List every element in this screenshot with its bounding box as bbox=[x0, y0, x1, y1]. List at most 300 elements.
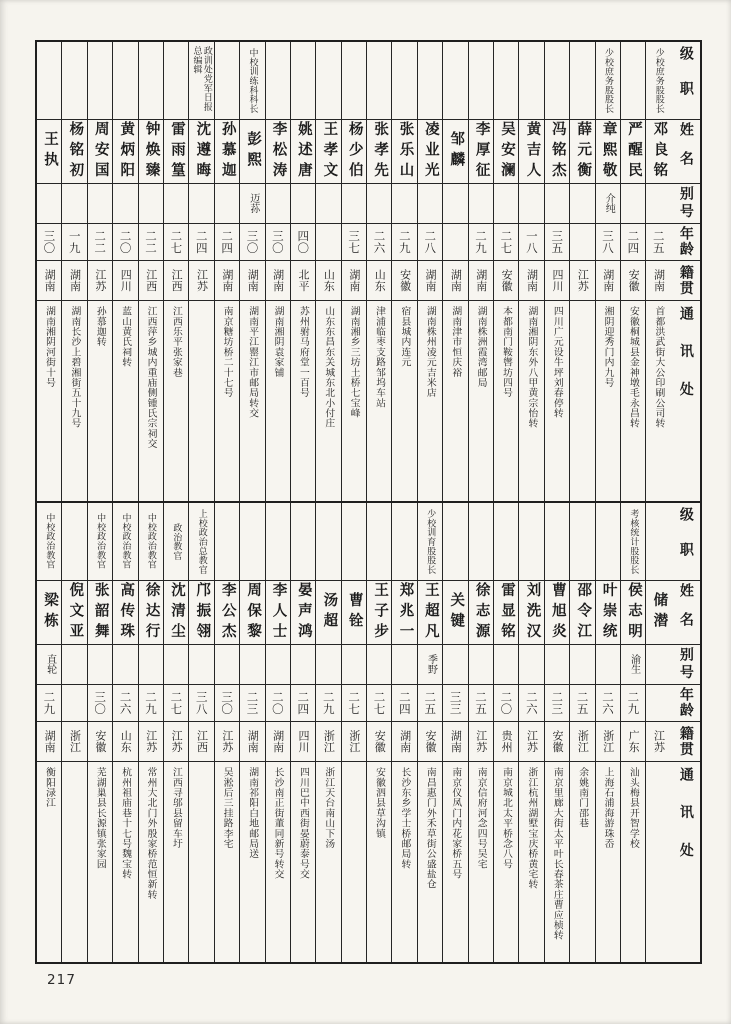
name-text: 严醒民 bbox=[626, 120, 642, 183]
header-age-text: 年龄 bbox=[677, 687, 694, 719]
rank-cell bbox=[570, 42, 594, 119]
alias-cell bbox=[621, 644, 645, 684]
name-text: 薛元衡 bbox=[575, 120, 592, 183]
person-column bbox=[544, 503, 569, 962]
origin-text: 安徽 bbox=[500, 269, 514, 292]
age-cell bbox=[62, 684, 86, 721]
name-text: 梁栋 bbox=[42, 591, 59, 634]
alias-text: 渝生 bbox=[628, 654, 640, 675]
address-cell bbox=[367, 300, 391, 501]
alias-cell bbox=[418, 644, 442, 684]
origin-cell bbox=[570, 721, 594, 761]
origin-cell bbox=[266, 260, 290, 300]
age-cell bbox=[519, 223, 543, 260]
rank-cell bbox=[621, 42, 645, 119]
name-text: 杨铭初 bbox=[67, 120, 84, 183]
name-text: 冯铭杰 bbox=[549, 120, 566, 183]
header-name-cell bbox=[671, 119, 700, 183]
origin-text: 山东 bbox=[373, 269, 387, 292]
rank-cell bbox=[37, 503, 61, 580]
person-column bbox=[620, 42, 645, 501]
origin-cell bbox=[596, 260, 620, 300]
address-text: 湖南湘阴袁家铺 bbox=[272, 306, 284, 378]
address-text: 芜湖巢县长源镇张家园 bbox=[94, 767, 106, 869]
age-cell bbox=[494, 223, 518, 260]
alias-cell bbox=[646, 183, 670, 223]
header-origin-cell bbox=[671, 260, 700, 300]
address-cell bbox=[88, 300, 112, 501]
header-rank-text: 级职 bbox=[677, 45, 694, 116]
rank-text: 中校政治教官 bbox=[120, 513, 131, 570]
name-cell bbox=[392, 119, 416, 183]
name-text: 雷显铭 bbox=[499, 581, 516, 644]
header-alias-cell bbox=[671, 644, 700, 684]
alias-text: 直轮 bbox=[44, 654, 56, 675]
person-column bbox=[366, 42, 391, 501]
alias-cell bbox=[596, 183, 620, 223]
name-text: 凌业光 bbox=[422, 120, 439, 183]
origin-text: 浙江 bbox=[576, 730, 590, 753]
rank-cell bbox=[519, 42, 543, 119]
address-cell bbox=[189, 300, 213, 501]
origin-cell bbox=[113, 260, 137, 300]
origin-cell bbox=[88, 260, 112, 300]
origin-text: 浙江 bbox=[68, 730, 82, 753]
rank-cell bbox=[367, 42, 391, 119]
address-text: 浙江杭州湖墅宝庆桥黄宅转 bbox=[526, 767, 538, 890]
age-text: 二〇 bbox=[270, 691, 285, 715]
name-text: 黄吉人 bbox=[524, 120, 541, 183]
alias-cell bbox=[189, 644, 213, 684]
name-cell bbox=[62, 580, 86, 644]
person-column bbox=[239, 503, 264, 962]
address-cell bbox=[62, 300, 86, 501]
rank-cell bbox=[291, 42, 315, 119]
address-cell bbox=[291, 761, 315, 962]
age-text: 二六 bbox=[600, 691, 615, 715]
rank-cell bbox=[443, 503, 467, 580]
address-cell bbox=[443, 761, 467, 962]
alias-cell bbox=[570, 183, 594, 223]
origin-cell bbox=[113, 721, 137, 761]
name-text: 李公杰 bbox=[219, 581, 236, 644]
person-column bbox=[315, 42, 340, 501]
name-text: 高传珠 bbox=[118, 581, 135, 644]
name-cell bbox=[443, 119, 467, 183]
alias-text: 介纯 bbox=[603, 193, 615, 214]
name-cell bbox=[469, 580, 493, 644]
person-column bbox=[468, 503, 493, 962]
address-cell bbox=[392, 300, 416, 501]
age-cell bbox=[621, 684, 645, 721]
name-cell bbox=[316, 580, 340, 644]
address-text: 湖南祁阳白地邮局送 bbox=[247, 767, 259, 859]
address-text: 南京仪凤门内花家桥五号 bbox=[450, 767, 462, 880]
origin-text: 湖南 bbox=[271, 269, 285, 292]
name-text: 倪文亚 bbox=[67, 581, 84, 644]
age-cell bbox=[367, 223, 391, 260]
name-cell bbox=[266, 580, 290, 644]
rank-cell bbox=[37, 42, 61, 119]
age-cell bbox=[189, 223, 213, 260]
rank-cell bbox=[189, 42, 213, 119]
name-cell bbox=[646, 119, 670, 183]
rank-cell bbox=[342, 42, 366, 119]
origin-text: 江苏 bbox=[93, 269, 107, 292]
person-column bbox=[341, 42, 366, 501]
origin-text: 浙江 bbox=[601, 730, 615, 753]
origin-text: 湖南 bbox=[220, 269, 234, 292]
name-cell bbox=[570, 119, 594, 183]
address-cell bbox=[62, 761, 86, 962]
origin-cell bbox=[342, 721, 366, 761]
rank-cell bbox=[596, 503, 620, 580]
age-text: 二七 bbox=[347, 691, 362, 715]
origin-cell bbox=[646, 260, 670, 300]
origin-text: 湖南 bbox=[271, 730, 285, 753]
alias-cell bbox=[88, 644, 112, 684]
age-cell bbox=[392, 223, 416, 260]
origin-cell bbox=[418, 721, 442, 761]
age-text: 二〇 bbox=[118, 230, 133, 254]
person-column bbox=[391, 503, 416, 962]
page-number: 217 bbox=[47, 972, 77, 988]
origin-cell bbox=[189, 721, 213, 761]
alias-cell bbox=[367, 644, 391, 684]
origin-text: 湖南 bbox=[43, 269, 57, 292]
person-column bbox=[645, 503, 670, 962]
person-column bbox=[468, 42, 493, 501]
age-cell bbox=[113, 684, 137, 721]
address-cell bbox=[469, 300, 493, 501]
origin-cell bbox=[443, 260, 467, 300]
alias-cell bbox=[494, 183, 518, 223]
person-column bbox=[37, 42, 61, 501]
origin-cell bbox=[62, 260, 86, 300]
origin-text: 浙江 bbox=[322, 730, 336, 753]
name-cell bbox=[113, 119, 137, 183]
rank-cell bbox=[469, 42, 493, 119]
age-text: 二四 bbox=[220, 230, 235, 254]
age-cell bbox=[342, 223, 366, 260]
person-column bbox=[188, 503, 213, 962]
address-cell bbox=[646, 300, 670, 501]
name-text: 彭熙 bbox=[245, 130, 262, 173]
header-alias-cell bbox=[671, 183, 700, 223]
address-text: 湘阴迎秀门内九号 bbox=[602, 306, 614, 388]
person-column bbox=[518, 42, 543, 501]
alias-cell bbox=[519, 644, 543, 684]
rank-cell bbox=[240, 42, 264, 119]
name-text: 王子步 bbox=[372, 581, 389, 644]
name-text: 沈清尘 bbox=[168, 581, 185, 644]
address-cell bbox=[545, 300, 569, 501]
name-text: 李松涛 bbox=[270, 120, 287, 183]
alias-cell bbox=[316, 183, 340, 223]
age-text: 二七 bbox=[499, 230, 514, 254]
name-text: 钟焕臻 bbox=[143, 120, 160, 183]
origin-cell bbox=[164, 721, 188, 761]
age-cell bbox=[646, 684, 670, 721]
age-text: 二四 bbox=[626, 230, 641, 254]
address-text: 本都南门鞍辔坊四号 bbox=[501, 306, 512, 398]
header-name-text: 姓名 bbox=[677, 122, 694, 181]
rank-cell bbox=[494, 42, 518, 119]
age-text: 一九 bbox=[67, 230, 82, 254]
age-cell bbox=[113, 223, 137, 260]
name-text: 侯志明 bbox=[626, 581, 642, 644]
age-text: 二〇 bbox=[499, 691, 514, 715]
age-cell bbox=[139, 684, 163, 721]
name-cell bbox=[316, 119, 340, 183]
address-text: 南京里廊大街太平叶长春茶庄曹应桢转 bbox=[551, 767, 563, 941]
age-text: 二二 bbox=[143, 230, 158, 254]
name-text: 关键 bbox=[448, 591, 465, 634]
address-cell bbox=[189, 761, 213, 962]
origin-cell bbox=[37, 260, 61, 300]
person-column bbox=[315, 503, 340, 962]
address-text: 江西萍乡城内重庙侧锺氏宗祠交 bbox=[145, 306, 157, 449]
rank-cell bbox=[164, 42, 188, 119]
name-cell bbox=[240, 119, 264, 183]
alias-cell bbox=[37, 644, 61, 684]
age-cell bbox=[621, 223, 645, 260]
address-cell bbox=[418, 300, 442, 501]
alias-cell bbox=[392, 644, 416, 684]
age-text: 二三 bbox=[245, 691, 260, 715]
name-cell bbox=[215, 119, 239, 183]
person-column bbox=[442, 42, 467, 501]
rank-text: 政训处党军日报总编辑 bbox=[191, 45, 212, 112]
origin-cell bbox=[215, 260, 239, 300]
origin-cell bbox=[37, 721, 61, 761]
header-name-cell bbox=[671, 580, 700, 644]
rank-text: 考核统计股股长 bbox=[628, 508, 639, 575]
address-text: 南昌惠门外禾草街公盛盐仓 bbox=[424, 767, 436, 890]
alias-cell bbox=[596, 644, 620, 684]
rank-cell bbox=[646, 503, 670, 580]
address-text: 津浦临枣支路邹坞车站 bbox=[374, 306, 386, 408]
origin-cell bbox=[646, 721, 670, 761]
alias-cell bbox=[240, 644, 264, 684]
name-text: 汤超 bbox=[321, 591, 338, 634]
origin-text: 湖南 bbox=[43, 730, 57, 753]
age-cell bbox=[37, 684, 61, 721]
rank-cell bbox=[545, 42, 569, 119]
origin-text: 安徽 bbox=[373, 730, 387, 753]
alias-cell bbox=[545, 183, 569, 223]
origin-cell bbox=[621, 260, 645, 300]
header-name-text: 姓名 bbox=[677, 583, 694, 642]
alias-text: 季野 bbox=[425, 654, 437, 675]
age-cell bbox=[367, 684, 391, 721]
address-cell bbox=[392, 761, 416, 962]
address-text: 首都洪武街大公印刷公司转 bbox=[653, 306, 665, 429]
address-text: 南京糖坊桥二十七号 bbox=[221, 306, 233, 398]
address-cell bbox=[570, 761, 594, 962]
address-cell bbox=[646, 761, 670, 962]
name-text: 黄炳阳 bbox=[118, 120, 135, 183]
alias-cell bbox=[139, 183, 163, 223]
origin-cell bbox=[164, 260, 188, 300]
address-cell bbox=[443, 300, 467, 501]
name-text: 张韶舞 bbox=[92, 581, 109, 644]
name-text: 李人士 bbox=[270, 581, 287, 644]
age-text: 三八 bbox=[600, 230, 615, 254]
name-cell bbox=[139, 119, 163, 183]
origin-text: 江苏 bbox=[220, 730, 234, 753]
age-cell bbox=[189, 684, 213, 721]
origin-text: 江苏 bbox=[170, 730, 184, 753]
address-text: 孙慕迦转 bbox=[94, 306, 106, 347]
origin-cell bbox=[392, 721, 416, 761]
age-text: 四〇 bbox=[296, 230, 311, 254]
name-text: 邹麟 bbox=[448, 130, 465, 173]
rank-text: 政治教官 bbox=[171, 522, 182, 561]
person-column bbox=[87, 42, 112, 501]
person-column bbox=[61, 503, 86, 962]
alias-cell bbox=[215, 644, 239, 684]
origin-text: 四川 bbox=[550, 269, 564, 292]
address-text: 上海石浦海游珠岙 bbox=[602, 767, 614, 849]
origin-cell bbox=[621, 721, 645, 761]
origin-cell bbox=[545, 260, 569, 300]
alias-cell bbox=[266, 644, 290, 684]
address-cell bbox=[519, 761, 543, 962]
name-text: 周安国 bbox=[92, 120, 109, 183]
address-cell bbox=[164, 761, 188, 962]
address-text: 余姚南门邵巷 bbox=[577, 767, 589, 829]
address-cell bbox=[240, 761, 264, 962]
name-cell bbox=[164, 119, 188, 183]
origin-text: 湖南 bbox=[347, 269, 361, 292]
rank-cell bbox=[367, 503, 391, 580]
origin-text: 广东 bbox=[627, 730, 641, 753]
rank-cell bbox=[342, 503, 366, 580]
origin-text: 湖南 bbox=[68, 269, 82, 292]
age-text: 二九 bbox=[143, 691, 158, 715]
rank-cell bbox=[545, 503, 569, 580]
alias-cell bbox=[266, 183, 290, 223]
age-text: 二五 bbox=[651, 230, 666, 254]
origin-text: 湖南 bbox=[423, 269, 437, 292]
origin-cell bbox=[469, 721, 493, 761]
alias-cell bbox=[113, 183, 137, 223]
person-column bbox=[290, 42, 315, 501]
origin-text: 江苏 bbox=[525, 730, 539, 753]
age-cell bbox=[469, 684, 493, 721]
origin-text: 江苏 bbox=[144, 730, 158, 753]
rank-cell bbox=[88, 42, 112, 119]
age-text: 二五 bbox=[575, 691, 590, 715]
name-cell bbox=[62, 119, 86, 183]
name-cell bbox=[519, 119, 543, 183]
rank-cell bbox=[392, 503, 416, 580]
name-text: 晏声鸿 bbox=[295, 581, 312, 644]
rank-cell bbox=[62, 503, 86, 580]
address-cell bbox=[494, 761, 518, 962]
name-cell bbox=[392, 580, 416, 644]
origin-text: 湖南 bbox=[398, 730, 412, 753]
origin-cell bbox=[62, 721, 86, 761]
age-cell bbox=[215, 684, 239, 721]
rank-text: 少校庶务股股长 bbox=[602, 47, 613, 114]
name-cell bbox=[596, 119, 620, 183]
origin-cell bbox=[367, 260, 391, 300]
name-cell bbox=[266, 119, 290, 183]
origin-cell bbox=[519, 721, 543, 761]
origin-cell bbox=[240, 721, 264, 761]
rank-cell bbox=[494, 503, 518, 580]
age-cell bbox=[443, 684, 467, 721]
age-text: 三八 bbox=[194, 691, 209, 715]
origin-text: 山东 bbox=[322, 269, 336, 292]
alias-cell bbox=[342, 644, 366, 684]
name-cell bbox=[342, 119, 366, 183]
person-column bbox=[569, 42, 594, 501]
address-cell bbox=[342, 761, 366, 962]
name-cell bbox=[621, 119, 645, 183]
rank-cell bbox=[418, 503, 442, 580]
name-cell bbox=[494, 119, 518, 183]
address-cell bbox=[37, 300, 61, 501]
origin-cell bbox=[316, 260, 340, 300]
alias-cell bbox=[621, 183, 645, 223]
address-text: 湖南株州凌元吉米店 bbox=[424, 306, 436, 398]
rank-cell bbox=[469, 503, 493, 580]
name-cell bbox=[621, 580, 645, 644]
rank-cell bbox=[266, 42, 290, 119]
rank-cell bbox=[240, 503, 264, 580]
person-column bbox=[493, 42, 518, 501]
origin-cell bbox=[266, 721, 290, 761]
name-text: 曹旭炎 bbox=[549, 581, 566, 644]
age-text: 二九 bbox=[321, 691, 336, 715]
alias-cell bbox=[469, 183, 493, 223]
age-cell bbox=[164, 684, 188, 721]
person-column bbox=[493, 503, 518, 962]
header-alias-text: 别号 bbox=[677, 647, 694, 682]
alias-cell bbox=[392, 183, 416, 223]
alias-cell bbox=[519, 183, 543, 223]
name-cell bbox=[367, 580, 391, 644]
person-column bbox=[620, 503, 645, 962]
name-cell bbox=[545, 580, 569, 644]
alias-cell bbox=[240, 183, 264, 223]
origin-cell bbox=[139, 260, 163, 300]
name-cell bbox=[88, 580, 112, 644]
address-text: 汕头梅县开智学校 bbox=[627, 767, 639, 849]
person-column bbox=[417, 503, 442, 962]
origin-text: 湖南 bbox=[246, 730, 260, 753]
origin-cell bbox=[367, 721, 391, 761]
rank-cell bbox=[316, 42, 340, 119]
name-text: 李厚征 bbox=[473, 120, 490, 183]
age-text: 二九 bbox=[474, 230, 489, 254]
age-text: 二四 bbox=[397, 691, 412, 715]
person-column bbox=[417, 42, 442, 501]
age-cell bbox=[316, 684, 340, 721]
origin-text: 四川 bbox=[297, 730, 311, 753]
person-column bbox=[442, 503, 467, 962]
origin-cell bbox=[418, 260, 442, 300]
address-text: 南京城北太平桥念八号 bbox=[501, 767, 512, 869]
rank-cell bbox=[570, 503, 594, 580]
header-address-cell bbox=[671, 761, 700, 962]
name-cell bbox=[367, 119, 391, 183]
name-text: 邵令江 bbox=[575, 581, 592, 644]
name-text: 徐达行 bbox=[143, 581, 160, 644]
